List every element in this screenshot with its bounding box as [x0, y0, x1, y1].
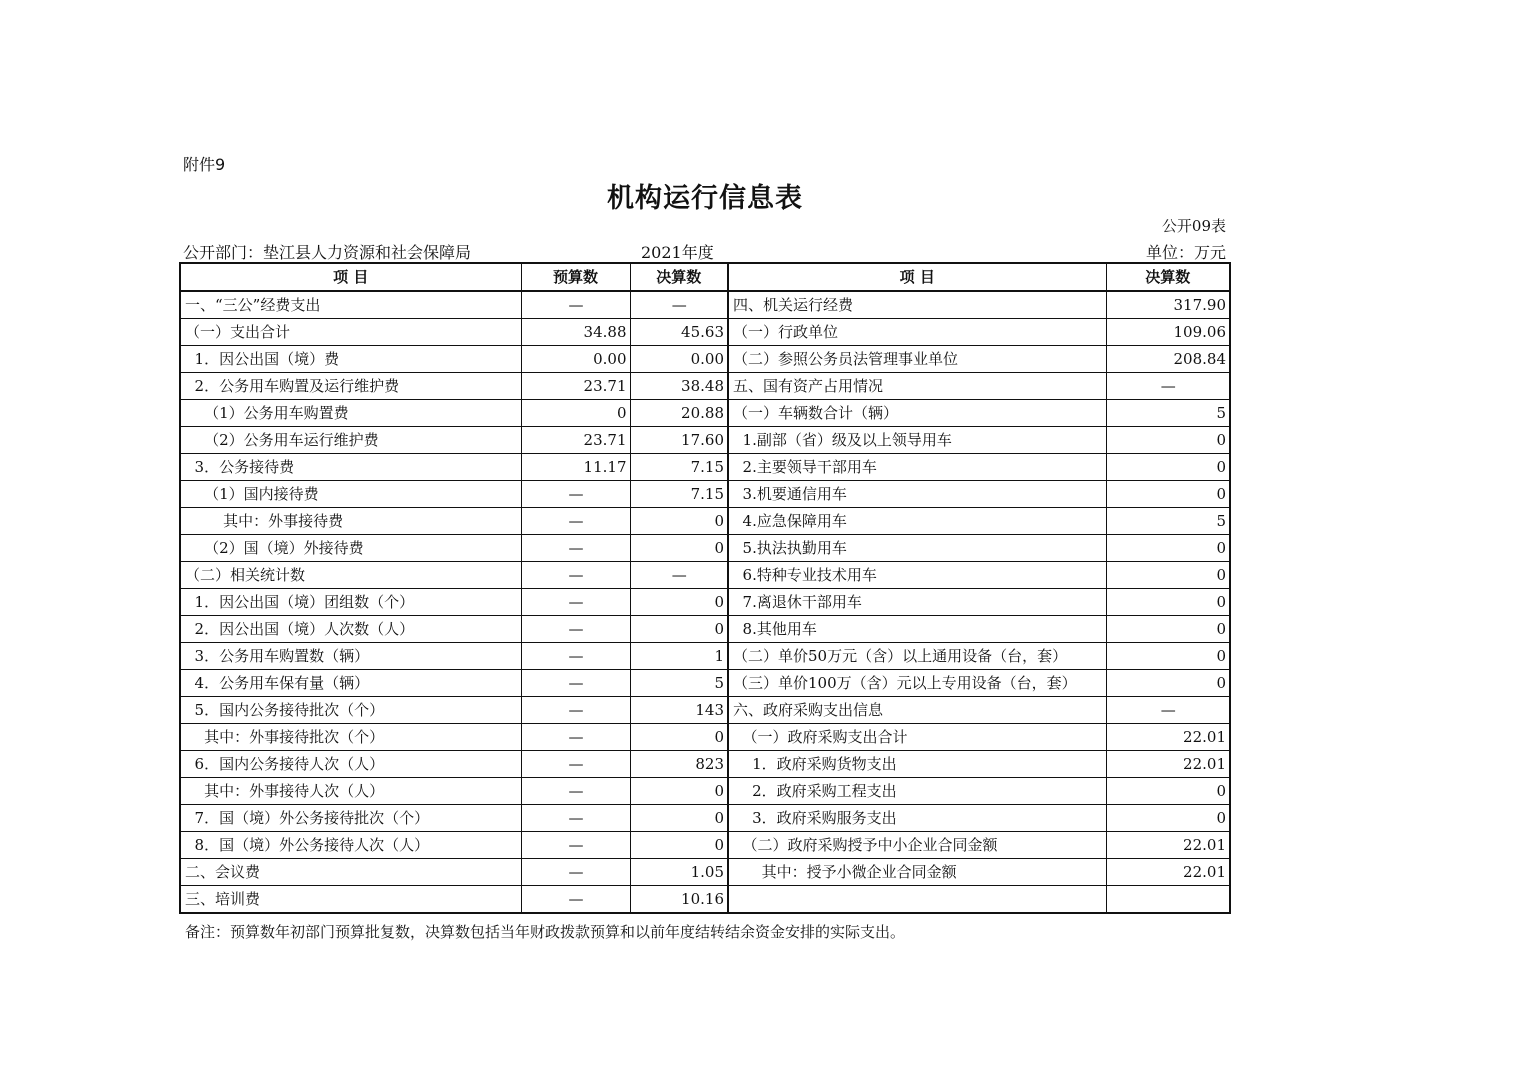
budget-cell: 0.00	[521, 346, 630, 373]
left-item-cell: 8．国（境）外公务接待人次（人）	[180, 832, 521, 859]
budget-cell: 23.71	[521, 373, 630, 400]
final-left-cell: 1	[630, 643, 728, 670]
attachment-label: 附件9	[183, 155, 226, 174]
table-row	[180, 291, 1230, 319]
right-item-cell: （三）单价100万（含）元以上专用设备（台，套）	[728, 670, 1106, 697]
final-left-cell: —	[630, 562, 728, 589]
left-item-cell: 其中：外事接待费	[180, 508, 521, 535]
final-left-cell: 0	[630, 589, 728, 616]
final-left-cell: —	[630, 291, 728, 319]
header-left-item: 项 目	[180, 263, 521, 291]
right-item-cell: 3．政府采购服务支出	[728, 805, 1106, 832]
final-right-cell: 0	[1106, 481, 1230, 508]
table-row	[180, 778, 1230, 805]
final-right-cell: 109.06	[1106, 319, 1230, 346]
table-row	[180, 805, 1230, 832]
unit-label: 单位：万元	[1145, 243, 1226, 262]
left-item-cell: 2．因公出国（境）人次数（人）	[180, 616, 521, 643]
final-left-cell: 0	[630, 724, 728, 751]
left-item-cell: 其中：外事接待人次（人）	[180, 778, 521, 805]
left-item-cell: 2．公务用车购置及运行维护费	[180, 373, 521, 400]
left-item-cell: 3．公务接待费	[180, 454, 521, 481]
left-item-cell: 6．国内公务接待人次（人）	[180, 751, 521, 778]
left-item-cell: 三、培训费	[180, 886, 521, 914]
table-row	[180, 400, 1230, 427]
table-row	[180, 832, 1230, 859]
final-left-cell: 7.15	[630, 481, 728, 508]
page-title: 机构运行信息表	[607, 183, 803, 214]
final-left-cell: 0	[630, 535, 728, 562]
fiscal-year: 2021年度	[641, 243, 714, 262]
final-left-cell: 5	[630, 670, 728, 697]
table-row	[180, 886, 1230, 914]
final-left-cell: 1.05	[630, 859, 728, 886]
table-row	[180, 319, 1230, 346]
final-right-cell: 0	[1106, 670, 1230, 697]
final-right-cell: 22.01	[1106, 724, 1230, 751]
table-row	[180, 616, 1230, 643]
left-item-cell: （1）公务用车购置费	[180, 400, 521, 427]
budget-cell: —	[521, 751, 630, 778]
final-right-cell: 22.01	[1106, 832, 1230, 859]
left-item-cell: 3．公务用车购置数（辆）	[180, 643, 521, 670]
left-item-cell: 4．公务用车保有量（辆）	[180, 670, 521, 697]
final-right-cell: 0	[1106, 778, 1230, 805]
left-item-cell: 5．国内公务接待批次（个）	[180, 697, 521, 724]
budget-cell: 0	[521, 400, 630, 427]
final-left-cell: 823	[630, 751, 728, 778]
right-item-cell: （二）参照公务员法管理事业单位	[728, 346, 1106, 373]
right-item-cell: 4.应急保障用车	[728, 508, 1106, 535]
budget-cell: —	[521, 643, 630, 670]
final-right-cell: 0	[1106, 562, 1230, 589]
header-final-left: 决算数	[630, 263, 728, 291]
left-item-cell: （1）国内接待费	[180, 481, 521, 508]
left-item-cell: （2）国（境）外接待费	[180, 535, 521, 562]
right-item-cell: 1．政府采购货物支出	[728, 751, 1106, 778]
table-row	[180, 751, 1230, 778]
final-right-cell	[1106, 886, 1230, 914]
table-row	[180, 670, 1230, 697]
left-item-cell: （一）支出合计	[180, 319, 521, 346]
footnote: 备注：预算数年初部门预算批复数，决算数包括当年财政拨款预算和以前年度结转结余资金安排的实际支出。	[185, 923, 906, 941]
left-item-cell: 二、会议费	[180, 859, 521, 886]
budget-cell: 11.17	[521, 454, 630, 481]
final-left-cell: 45.63	[630, 319, 728, 346]
final-right-cell: —	[1106, 373, 1230, 400]
table-row	[180, 346, 1230, 373]
final-right-cell: —	[1106, 697, 1230, 724]
table-row	[180, 508, 1230, 535]
table-row	[180, 859, 1230, 886]
final-left-cell: 143	[630, 697, 728, 724]
table-row	[180, 562, 1230, 589]
right-item-cell: 8.其他用车	[728, 616, 1106, 643]
final-left-cell: 10.16	[630, 886, 728, 914]
budget-cell: —	[521, 805, 630, 832]
right-item-cell: 五、国有资产占用情况	[728, 373, 1106, 400]
budget-cell: —	[521, 481, 630, 508]
final-right-cell: 0	[1106, 805, 1230, 832]
budget-cell: —	[521, 616, 630, 643]
right-item-cell: 5.执法执勤用车	[728, 535, 1106, 562]
budget-cell: —	[521, 724, 630, 751]
budget-cell: —	[521, 859, 630, 886]
final-right-cell: 208.84	[1106, 346, 1230, 373]
final-right-cell: 0	[1106, 616, 1230, 643]
left-item-cell: 一、“三公”经费支出	[180, 291, 521, 319]
header-right-item: 项 目	[728, 263, 1106, 291]
budget-cell: —	[521, 832, 630, 859]
left-item-cell: 7．国（境）外公务接待批次（个）	[180, 805, 521, 832]
right-item-cell: 六、政府采购支出信息	[728, 697, 1106, 724]
final-right-cell: 317.90	[1106, 291, 1230, 319]
right-item-cell: 其中：授予小微企业合同金额	[728, 859, 1106, 886]
table-row	[180, 427, 1230, 454]
right-item-cell: 6.特种专业技术用车	[728, 562, 1106, 589]
final-left-cell: 0.00	[630, 346, 728, 373]
table-row	[180, 535, 1230, 562]
final-right-cell: 0	[1106, 454, 1230, 481]
table-row	[180, 589, 1230, 616]
final-left-cell: 0	[630, 508, 728, 535]
budget-cell: —	[521, 886, 630, 914]
right-item-cell: 7.离退休干部用车	[728, 589, 1106, 616]
final-left-cell: 38.48	[630, 373, 728, 400]
budget-cell: —	[521, 562, 630, 589]
department-label: 公开部门：垫江县人力资源和社会保障局	[183, 243, 472, 262]
table-row	[180, 373, 1230, 400]
budget-cell: —	[521, 589, 630, 616]
header-budget: 预算数	[521, 263, 630, 291]
budget-cell: —	[521, 670, 630, 697]
final-left-cell: 0	[630, 616, 728, 643]
right-item-cell: （二）单价50万元（含）以上通用设备（台，套）	[728, 643, 1106, 670]
budget-cell: —	[521, 291, 630, 319]
right-item-cell	[728, 886, 1106, 914]
final-right-cell: 5	[1106, 508, 1230, 535]
final-left-cell: 17.60	[630, 427, 728, 454]
final-left-cell: 0	[630, 805, 728, 832]
final-right-cell: 0	[1106, 535, 1230, 562]
budget-cell: 34.88	[521, 319, 630, 346]
final-right-cell: 22.01	[1106, 751, 1230, 778]
table-header-row	[180, 263, 1230, 291]
budget-cell: 23.71	[521, 427, 630, 454]
right-item-cell: （二）政府采购授予中小企业合同金额	[728, 832, 1106, 859]
table-row	[180, 697, 1230, 724]
budget-cell: —	[521, 535, 630, 562]
budget-cell: —	[521, 778, 630, 805]
final-left-cell: 7.15	[630, 454, 728, 481]
right-item-cell: （一）政府采购支出合计	[728, 724, 1106, 751]
left-item-cell: （2）公务用车运行维护费	[180, 427, 521, 454]
final-right-cell: 5	[1106, 400, 1230, 427]
final-left-cell: 0	[630, 778, 728, 805]
table-row	[180, 724, 1230, 751]
table-row	[180, 643, 1230, 670]
budget-cell: —	[521, 697, 630, 724]
left-item-cell: 1．因公出国（境）费	[180, 346, 521, 373]
table-row	[180, 454, 1230, 481]
left-item-cell: 其中：外事接待批次（个）	[180, 724, 521, 751]
right-item-cell: 四、机关运行经费	[728, 291, 1106, 319]
table-row	[180, 481, 1230, 508]
right-item-cell: （一）行政单位	[728, 319, 1106, 346]
right-item-cell: 2．政府采购工程支出	[728, 778, 1106, 805]
final-left-cell: 0	[630, 832, 728, 859]
final-right-cell: 0	[1106, 643, 1230, 670]
final-right-cell: 0	[1106, 427, 1230, 454]
right-item-cell: 1.副部（省）级及以上领导用车	[728, 427, 1106, 454]
right-item-cell: 3.机要通信用车	[728, 481, 1106, 508]
left-item-cell: 1．因公出国（境）团组数（个）	[180, 589, 521, 616]
left-item-cell: （二）相关统计数	[180, 562, 521, 589]
table-code: 公开09表	[1161, 217, 1226, 235]
right-item-cell: （一）车辆数合计（辆）	[728, 400, 1106, 427]
final-left-cell: 20.88	[630, 400, 728, 427]
budget-cell: —	[521, 508, 630, 535]
header-final-right: 决算数	[1106, 263, 1230, 291]
right-item-cell: 2.主要领导干部用车	[728, 454, 1106, 481]
info-table	[179, 262, 1231, 914]
final-right-cell: 22.01	[1106, 859, 1230, 886]
final-right-cell: 0	[1106, 589, 1230, 616]
